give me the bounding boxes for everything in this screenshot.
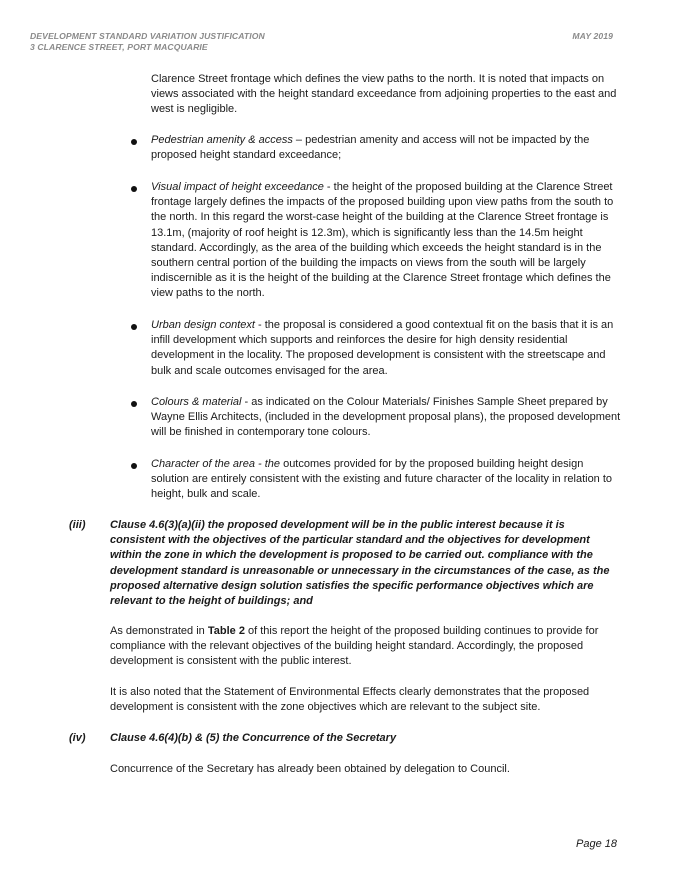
bullet-icon xyxy=(131,324,137,330)
bullet-term: Urban design context xyxy=(151,319,255,331)
bullet-term: Visual impact of height exceedance xyxy=(151,181,324,193)
document-header xyxy=(30,31,265,53)
bullet-visual-impact xyxy=(151,180,621,302)
header-date: MAY 2019 xyxy=(572,31,613,41)
table-reference: Table 2 xyxy=(207,625,245,637)
bullet-icon xyxy=(131,463,137,469)
bullet-character-area xyxy=(151,457,621,503)
bullet-term: Character of the area - the xyxy=(151,458,281,470)
section-paragraph xyxy=(110,624,620,670)
header-title-line1: DEVELOPMENT STANDARD VARIATION JUSTIFICATION xyxy=(30,31,265,41)
bullet-icon xyxy=(131,186,137,192)
paragraph-text: of this report the height of the proposed building continues to provide for compliance with the relevant objectives of the building height standard. Accordingly, the proposed development is consistent with the public interest. xyxy=(110,625,599,668)
section-number: (iii) xyxy=(69,519,86,531)
bullet-text: - as indicated on the Colour Materials/ Finishes Sample Sheet prepared by Wayne Ellis Architects, (included in the development proposal plans), the proposed development will be finished in contemporary tone colours. xyxy=(151,396,621,439)
bullet-icon xyxy=(131,401,137,407)
section-heading: Clause 4.6(4)(b) & (5) the Concurrence of the Secretary xyxy=(110,732,397,744)
bullet-term: Colours & material xyxy=(151,396,242,408)
bullet-colours-material xyxy=(151,395,621,441)
bullet-text: - the height of the proposed building at the Clarence Street frontage largely defines the impacts of the proposed building upon view paths from the south to the north. In this regard the worst-case height of the building at the Clarence Street frontage is 13.1m, (majority of roof height is 12.3m), which is significantly less than the 14.5m height standard. Accordingly, as the area of the building which exceeds the height standard is in the southern central portion of the building the impacts on views from the south will be largely indiscernible as it is the height of the building at the Clarence Street frontage which defines the view paths to the north. xyxy=(151,181,614,300)
intro-paragraph: Clarence Street frontage which defines the view paths to the north. It is noted that impacts on views associated with the height standard exceedance from adjoining properties to the east and west is negligible. xyxy=(151,73,617,116)
bullet-text: - the proposal is considered a good contextual fit on the basis that it is an infill development which supports and reinforces the desire for high density residential development in the locality. The proposed development is consistent with the streetscape and bulk and scale outcomes envisaged for the area. xyxy=(151,319,614,377)
section-paragraph: It is also noted that the Statement of Environmental Effects clearly demonstrates that the proposed development is consistent with the zone objectives which are relevant to the subject site. xyxy=(110,686,590,714)
bullet-pedestrian-amenity xyxy=(151,133,621,163)
bullet-text: – pedestrian amenity and access will not be impacted by the proposed height standard exceedance; xyxy=(151,134,590,162)
paragraph-text: As demonstrated in xyxy=(110,625,208,637)
bullet-urban-design xyxy=(151,318,621,379)
bullet-icon xyxy=(131,139,137,145)
bullet-term: Pedestrian amenity & access xyxy=(151,134,293,146)
header-title-line2: 3 CLARENCE STREET, PORT MACQUARIE xyxy=(30,42,208,52)
section-heading: Clause 4.6(3)(a)(ii) the proposed development will be in the public interest because it is consistent with the objectives of the particular standard and the objectives for development within the zone in which the development is proposed to be carried out. compliance with the development standard is unreasonable or unnecessary in the circumstances of the case, as the proposed alternative design solution satisfies the specific performance objectives which are relevant to the height of buildings; and xyxy=(110,519,610,608)
section-number: (iv) xyxy=(69,732,86,744)
page-number: Page 18 xyxy=(576,838,617,850)
section-paragraph: Concurrence of the Secretary has already been obtained by delegation to Council. xyxy=(110,763,510,775)
bullet-text: outcomes provided for by the proposed building height design solution are entirely consistent with the existing and future character of the locality in relation to height, bulk and scale. xyxy=(151,458,613,501)
